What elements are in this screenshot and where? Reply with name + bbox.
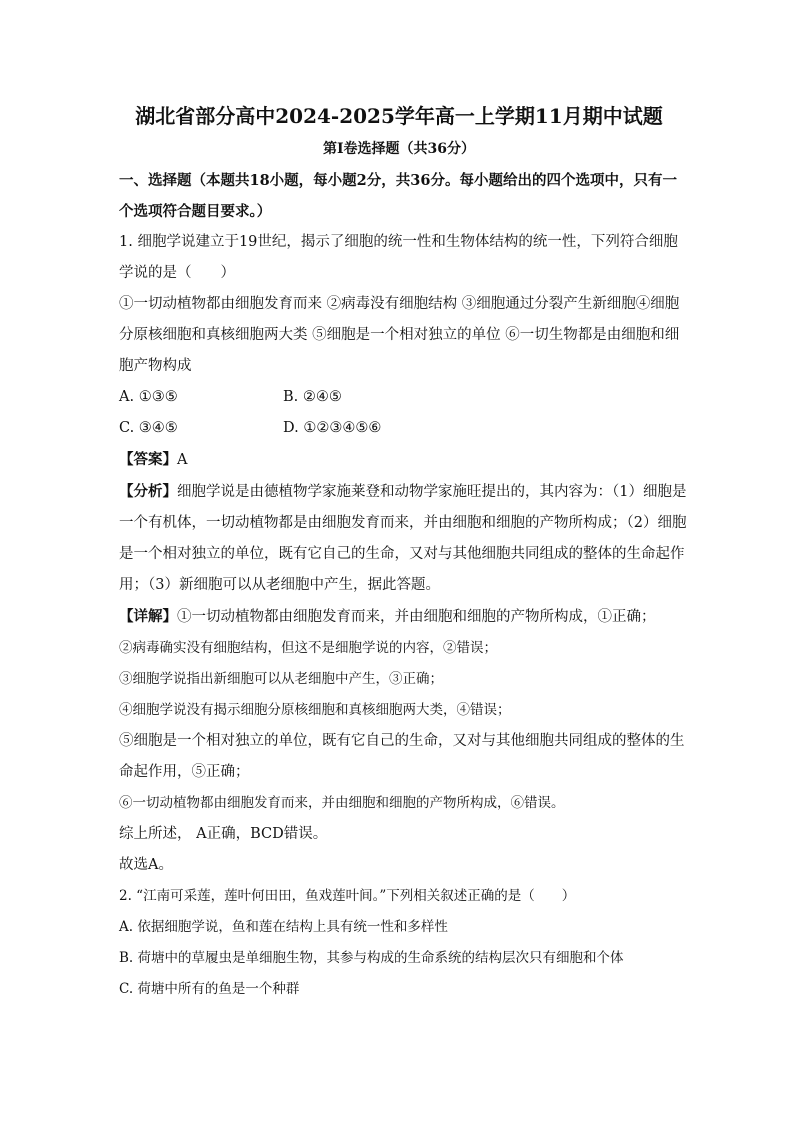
analysis-tag: 【分析】: [119, 483, 177, 500]
q1-option-b: B. ②④⑤: [283, 389, 342, 405]
q1-option-c: C. ③④⑤: [119, 420, 178, 436]
part-subtitle: 第Ⅰ卷选择题（共36分）: [322, 141, 476, 157]
q1-detail-line-7: ⑥一切动植物都由细胞发育而来，并由细胞和细胞的产物所构成，⑥错误。: [119, 795, 565, 811]
q1-detail-line-2: ②病毒确实没有细胞结构，但这不是细胞学说的内容，②错误；: [119, 640, 497, 656]
answer-tag: 【答案】: [119, 451, 177, 468]
q1-detail-line-4: ④细胞学说没有揭示细胞分原核细胞和真核细胞两大类，④错误；: [119, 702, 511, 718]
q2-option-a: A. 依据细胞学说，鱼和莲在结构上具有统一性和多样性: [119, 919, 448, 935]
q1-analysis-line-2: 一个有机体，一切动植物都是由细胞发育而来，并由细胞和细胞的产物所构成；（2）细胞: [119, 515, 687, 531]
q1-answer: [119, 444, 679, 476]
analysis-text: 细胞学说是由德植物学家施莱登和动物学家施旺提出的，其内容为：（1）细胞是: [177, 484, 687, 500]
q1-options-row-2: [119, 413, 679, 444]
q1-detail-line-5: ⑤细胞是一个相对独立的单位，既有它自己的生命，又对与其他细胞共同组成的整体的生: [119, 733, 685, 749]
q1-detail-line-3: ③细胞学说指出新细胞可以从老细胞中产生，③正确；: [119, 671, 443, 687]
q2-option-c: C. 荷塘中所有的鱼是一个种群: [119, 981, 300, 997]
q1-stem-continued: 学说的是（ ）: [119, 265, 235, 281]
q1-options-row-1: [119, 382, 679, 413]
section-header-continued: 个选项符合题目要求。）: [119, 203, 272, 220]
exam-title: 湖北省部分高中2024-2025学年高一上学期11月期中试题: [135, 104, 663, 128]
q1-summary: 综上所述， A正确，BCD错误。: [119, 826, 328, 842]
detail-tag: 【详解】: [119, 608, 177, 625]
q2-stem: 2. “江南可采莲，莲叶何田田，鱼戏莲叶间。”下列相关叙述正确的是（ ）: [119, 888, 576, 904]
q1-analysis-line-4: 用；（3）新细胞可以从老细胞中产生，据此答题。: [119, 577, 440, 593]
q1-items-continued: 分原核细胞和真核细胞两大类 ⑤细胞是一个相对独立的单位 ⑥一切生物都是由细胞和细: [119, 327, 680, 343]
q1-analysis: [119, 476, 687, 508]
document-content: [119, 100, 687, 1005]
q1-option-a: A. ①③⑤: [119, 389, 178, 405]
q1-analysis-line-3: 是一个相对独立的单位，既有它自己的生命，又对与其他细胞共同组成的整体的生命起作: [119, 546, 685, 562]
q1-detail-line-6: 命起作用，⑤正确；: [119, 764, 250, 780]
q1-stem: 1. 细胞学说建立于19世纪，揭示了细胞的统一性和生物体结构的统一性，下列符合细胞: [119, 234, 678, 250]
q1-items-end: 胞产物构成: [119, 358, 192, 374]
q1-items: ①一切动植物都由细胞发育而来 ②病毒没有细胞结构 ③细胞通过分裂产生新细胞④细胞: [119, 296, 680, 312]
q1-detail: [119, 601, 679, 633]
q1-conclusion: 故选A。: [119, 857, 173, 873]
q1-option-d: D. ①②③④⑤⑥: [283, 420, 382, 436]
detail-text: ①一切动植物都由细胞发育而来，并由细胞和细胞的产物所构成，①正确；: [177, 609, 656, 625]
answer-value: A: [177, 452, 188, 468]
q2-option-b: B. 荷塘中的草履虫是单细胞生物，其参与构成的生命系统的结构层次只有细胞和个体: [119, 950, 624, 966]
section-header: 一、选择题（本题共18小题，每小题2分，共36分。每小题给出的四个选项中，只有一: [119, 172, 677, 189]
